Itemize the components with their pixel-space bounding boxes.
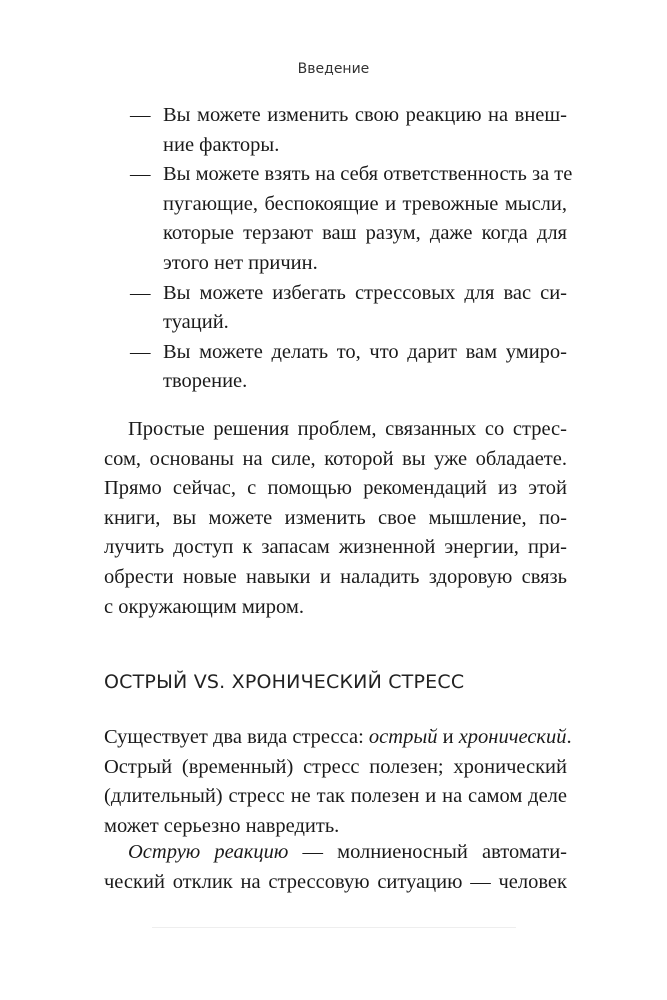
text-line bbox=[104, 838, 567, 868]
text: Существует два вида стресса: bbox=[104, 726, 369, 748]
dash: — bbox=[130, 104, 151, 126]
page-edge-divider bbox=[152, 927, 516, 928]
text-line: которые терзают ваш разум, даже когда для bbox=[163, 222, 567, 245]
italic-term: Острую реакцию bbox=[128, 841, 289, 863]
dash: — bbox=[130, 340, 151, 363]
text-line bbox=[104, 723, 572, 753]
text-line: книги, вы можете изменить свое мышление, по- bbox=[104, 506, 567, 529]
italic-term: хронический bbox=[458, 726, 567, 748]
paragraph bbox=[104, 723, 572, 841]
text-line: обрести новые навыки и наладить здоровую связь bbox=[104, 565, 567, 588]
text-line: сом, основаны на силе, которой вы уже обладаете. bbox=[104, 447, 567, 470]
text-line: может серьезно навредить. bbox=[104, 814, 340, 837]
text-line: ческий отклик на стрессовую ситуацию — человек bbox=[104, 870, 567, 893]
paragraph bbox=[104, 415, 567, 622]
text-line: Вы можете взять на себя ответственность за те bbox=[163, 163, 573, 186]
text-line: ние факторы. bbox=[163, 133, 280, 156]
text-line: (длительный) стресс не так полезен и на самом деле bbox=[104, 785, 567, 808]
text-line: Острый (временный) стресс полезен; хронический bbox=[104, 755, 567, 778]
dash: — bbox=[130, 163, 151, 186]
bullet-item bbox=[104, 160, 573, 278]
text-line: лучить доступ к запасам жизненной энергии, при- bbox=[104, 536, 567, 559]
section-heading: ОСТРЫЙ VS. ХРОНИЧЕСКИЙ СТРЕСС bbox=[104, 671, 465, 693]
text-line: Вы можете делать то, что дарит вам умиро- bbox=[163, 340, 567, 363]
text: — молниеносный автомати- bbox=[288, 841, 567, 863]
text-line: Простые решения проблем, связанных со стрес- bbox=[128, 418, 567, 440]
text: . bbox=[566, 726, 572, 748]
running-header: Введение bbox=[297, 61, 370, 77]
text: и bbox=[437, 726, 459, 748]
text-line: с окружающим миром. bbox=[104, 595, 304, 618]
text-line: Вы можете избегать стрессовых для вас си- bbox=[163, 281, 567, 304]
bullet-item bbox=[104, 279, 567, 338]
bullet-item bbox=[104, 101, 567, 160]
dash: — bbox=[130, 281, 151, 304]
bullet-item bbox=[104, 338, 567, 397]
italic-term: острый bbox=[368, 726, 438, 748]
text-line: творение. bbox=[163, 370, 248, 393]
text-line: Вы можете изменить свою реакцию на внеш- bbox=[163, 104, 567, 126]
text-line: пугающие, беспокоящие и тревожные мысли, bbox=[163, 192, 567, 215]
text-line: туаций. bbox=[163, 311, 229, 334]
paragraph bbox=[104, 838, 567, 897]
text-line: Прямо сейчас, с помощью рекомендаций из этой bbox=[104, 477, 567, 500]
text-line: этого нет причин. bbox=[163, 251, 318, 274]
bullet-list bbox=[104, 101, 573, 397]
